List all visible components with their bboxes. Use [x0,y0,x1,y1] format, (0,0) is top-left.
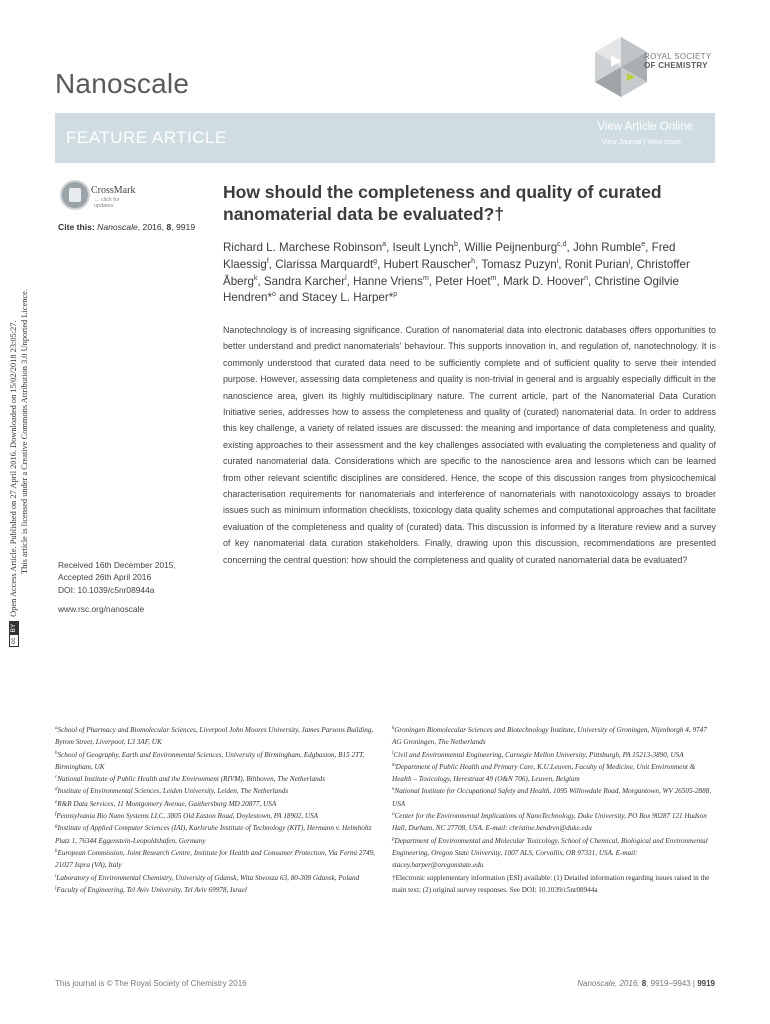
affiliation-marker: p [392,836,395,842]
view-article-online-link[interactable]: View Article Online [597,121,693,133]
affiliation-text: Pennsylvania Bio Nano Systems LLC, 3805 Old Easton Road, Doylestown, PA 18902, USA [56,812,319,821]
affiliation-marker: k [392,726,395,731]
author-name: Hubert Rauscher [383,257,472,271]
author-name: Tomasz Puzyn [481,257,557,271]
author-affiliation-marker: i [556,257,559,265]
affiliations-right [392,724,714,896]
affiliation-entry [55,749,377,774]
author-name: Stacey L. Harper* [301,291,394,305]
affiliation-marker: g [55,824,58,830]
affiliation-entry [392,724,714,749]
author-name: John Rumble [572,241,642,254]
affiliation-marker: d [55,787,58,793]
affiliation-entry [55,785,377,797]
author-affiliation-marker: f [266,257,269,265]
author-affiliation-marker: m [422,274,429,282]
affiliation-marker: l [392,750,394,756]
affiliation-text: European Commission, Joint Research Centre, Institute for Health and Consumer Protection, Via Fermi 2749, 21027 Ispra (VA), Italy [55,848,376,870]
affiliation-marker: m [392,762,396,768]
affiliation-entry [392,835,714,872]
affiliation-marker: b [55,750,58,756]
footer-citation: Nanoscale, 2016, 8, 9919–9943 | 9919 [577,979,715,988]
affiliation-text: School of Geography, Earth and Environmental Sciences, University of Birmingham, Edgbaston, B15 2TT, Birmingham, UK [55,750,365,771]
affiliation-entry [55,810,377,822]
cc-badge-by: BY [10,622,18,636]
affiliation-text: National Institute for Occupational Safety and Health, 1095 Willowdale Road, Morgantown, WV 26505-2888, USA [392,787,712,808]
affiliation-marker: h [55,848,58,854]
affiliation-marker: i [55,873,57,879]
affiliation-entry [55,822,377,847]
rsc-logo-text: ROYAL SOCIETY OF CHEMISTRY [644,52,712,70]
affiliation-text: Groningen Biomolecular Sciences and Biotechnology Institute, University of Groningen, Nijenborgh 4, 9747 AG Groningen, The Netherlands [392,726,707,747]
affiliation-text: Department of Environmental and Molecular Toxicology, School of Chemical, Biological and Environmental Engineering, Oregon State University, 1007 ALS, Corvallis, OR 97331, USA. E-mail: stacey.harper@oregonstate.edu [392,836,708,870]
received-date: Received 16th December 2015, [58,560,176,570]
affiliation-text: Civil and Environmental Engineering, Carnegie Mellon University, Pittsburgh, PA 15213-3890, USA [393,750,684,759]
affiliation-text: Department of Public Health and Primary Care, K.U.Leuven, Faculty of Medicine, Unit Environment & Health – Toxicology, Herestraat 49 (O&N 706), Leuven, Belgium [392,762,696,784]
footer-copyright: This journal is © The Royal Society of Chemistry 2016 [55,979,247,988]
doi[interactable]: DOI: 10.1039/c5nr08944a [58,584,155,595]
cc-badge-cc: cc [9,637,17,644]
rsc-logo[interactable] [586,30,720,104]
affiliation-entry [392,810,714,835]
affiliation-entry [55,798,377,810]
author-affiliation-marker: n [584,274,589,282]
affiliation-text: Center for the Environmental Implications of NanoTechnology, Duke University, PO Box 90287 121 Hudson Hall, Durham, NC 27708, USA. E-mail: christine.hendren@duke.edu [392,812,707,833]
article-title: How should the completeness and quality of curated nanomaterial data be evaluated?† [223,182,662,224]
affiliation-text: R&R Data Services, 11 Montgomery Avenue, Gaithersburg MD 20877, USA [57,799,277,808]
affiliation-entry [392,761,714,786]
author-name: Hanne Vriens [353,274,423,288]
author-name: Iseult Lynch [392,241,454,254]
author-affiliation-marker: k [253,274,258,282]
crossmark-label: CrossMark [91,185,136,196]
article-type-banner [55,113,715,163]
affiliation-entry [55,884,377,896]
affiliation-entry [55,773,377,785]
author-affiliation-marker: l [345,274,347,282]
author-affiliation-marker: g [373,257,378,265]
feature-article-label: FEATURE ARTICLE [66,128,227,147]
view-journal-issue-links[interactable]: View Journal | View Issue [601,139,681,146]
author-name: Christoffer Åberg [223,257,690,288]
author-affiliation-marker: c,d [557,241,567,248]
author-name: Sandra Karcher [263,274,346,288]
affiliation-marker: o [392,812,395,818]
author-affiliation-marker: p [393,291,398,299]
author-affiliation-marker: j [628,257,631,265]
affiliation-entry [55,724,377,749]
crossmark-icon [60,180,90,210]
affiliation-text: School of Pharmacy and Biomolecular Sciences, Liverpool John Moores University, James Parsons Building, Byrom Street, Liverpool, L3 3AF, UK [55,726,374,747]
author-affiliation-marker: e [641,241,646,248]
crossmark-button[interactable] [60,180,140,210]
affiliation-entry [392,749,714,761]
affiliation-entry [392,785,714,810]
affiliation-entry [55,847,377,872]
affiliation-marker: n [392,787,395,793]
author-name: Mark D. Hoover [502,274,585,288]
affiliation-text: National Institute of Public Health and the Environment (RIVM), Bilthoven, The Netherlands [57,775,326,784]
author-name: Clarissa Marquardt [275,257,374,271]
affiliation-marker: f [55,812,57,818]
affiliation-marker: c [55,775,58,781]
license-strip [8,180,42,650]
journal-title: Nanoscale [55,68,190,99]
author-name: Fred Klaessig [223,241,676,271]
affiliation-marker: e [55,799,58,805]
license-notice[interactable]: This article is licensed under a Creative Commons Attribution 3.0 Unported Licence. [20,289,29,574]
publication-info [58,559,218,616]
open-access-notice: Open Access Article. Published on 27 April 2016. Downloaded on 15/02/2018 23:05:27. [9,320,18,617]
author-affiliation-marker: o [272,291,276,299]
author-name: Peter Hoet [435,274,491,288]
author-name: Willie Peijnenburg [464,241,558,254]
author-list: Richard L. Marchese Robinson$^a$, Iseult Lynch$^b$, Willie Peijnenburg$^{c,d}$, John Rumble$^e$, Fred Klaessig$^f$, Clarissa Marquardt$^g$, Hubert Rauscher$^h$, Tomasz Puzyn$^i$, Ronit Purian$^j$, Christoffer Åberg$^k$, Sandra Karcher$^l$, Hanne Vriens$^m$, Peter Hoet$^m$, Mark D. Hoover$^n$, Christine Ogilvie Hendren*$^o$ and Stacey L. Harper*$^p$ [223,241,690,305]
affiliation-text: Institute of Applied Computer Sciences (IAI), Karlsruhe Institute of Technology (KIT), Hermann v. Helmholtz Platz 1, 76344 Eggenstein-Leopoldshafen, Germany [55,824,372,845]
affiliation-marker: a [55,726,58,731]
author-affiliation-marker: b [453,241,458,248]
affiliation-text: Laboratory of Environmental Chemistry, University of Gdansk, Wita Stwosza 63, 80-308 Gdansk, Poland [56,873,360,882]
affiliation-text: Faculty of Engineering, Tel Aviv University, Tel Aviv 69978, Israel [56,885,247,894]
affiliation-text: Institute of Environmental Sciences, Leiden University, Leiden, The Netherlands [57,787,289,796]
accepted-date: Accepted 26th April 2016 [58,572,152,583]
page-number: 9919 [697,979,715,988]
author-affiliation-marker: m [490,274,497,282]
affiliation-entry [55,872,377,884]
author-affiliation-marker: a [382,241,387,248]
author-affiliation-marker: h [471,257,476,265]
affiliations-left [55,724,377,896]
crossmark-sub: ← click for updates [94,197,120,209]
author-name: Ronit Purian [564,257,629,271]
abstract: Nanotechnology is of increasing significance. Curation of nanomaterial data into electronic databases offers opportunities to better understand and predict nanomaterials' behaviour. This supports innovation in, and regulation of, nanotechnology. It is commonly understood that curated data need to be sufficiently complete and of sufficient quality to serve their intended purpose. However, assessing data completeness and quality is non-trivial in general and is arguably especially difficult in the nanoscience area, given its highly multidisciplinary nature. The current article, part of the Nanomaterial Data Curation Initiative series, addresses how to assess the completeness and quality of (curated) nanomaterial data. In order to address this key challenge, a variety of related issues are discussed: the meaning and importance of data completeness and quality, existing approaches to their assessment and the key challenges associated with evaluating the completeness and quality of curated nanomaterial data. Considerations which are specific to the nanoscience area and lessons which can be learned from other relevant scientific disciplines are considered. Hence, the scope of this discussion ranges from physicochemical characterisation requirements for nanomaterials and interference of nanomaterials with nanotoxicology assays to broader issues such as minimum information checklists, toxicology data quality schemes and computational approaches that facilitate evaluation of the completeness and quality of (curated) data. This discussion is informed by a literature review and a survey of key nanomaterial data curation stakeholders. Finally, drawing upon this discussion, recommendations are presented concerning the central question: how should the completeness and quality of curated nanomaterial data be evaluated? [223,325,716,565]
author-name: Christine Ogilvie Hendren* [223,274,679,305]
cc-by-license-icon[interactable] [9,621,19,647]
cite-this: Cite this: Nanoscale, 2016, 8, 9919 [58,222,196,232]
affiliation-marker: j [55,885,57,891]
author-name: Richard L. Marchese Robinson [223,241,383,254]
esi-note: †Electronic supplementary information (ESI) available: (1) Detailed information regarding issues raised in the main text; (2) original survey responses. See DOI: 10.1039/c5nr08944a [392,873,710,894]
journal-website-link[interactable]: www.rsc.org/nanoscale [58,604,145,615]
